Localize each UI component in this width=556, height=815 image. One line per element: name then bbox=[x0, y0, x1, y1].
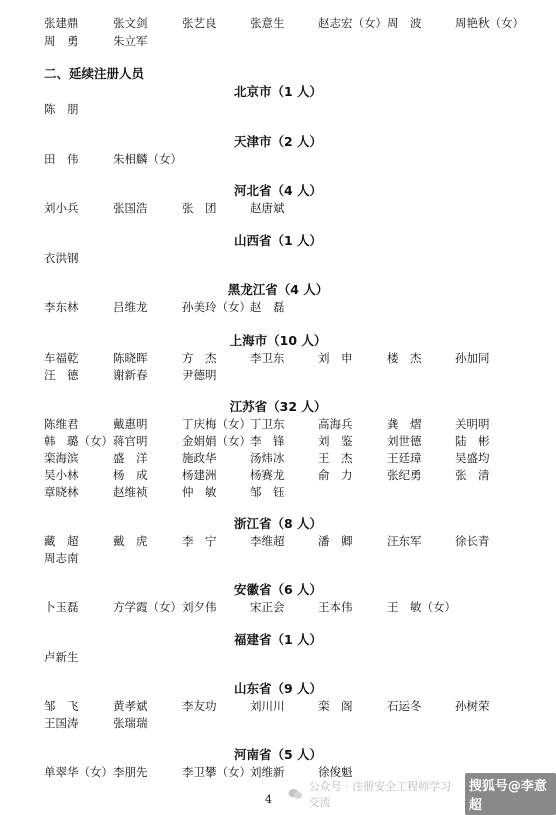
person-name: 盛 洋 bbox=[113, 451, 148, 465]
province-heading: 北京市（1 人） bbox=[233, 84, 323, 99]
person-name: 尹德明 bbox=[182, 368, 217, 382]
person-name: 赵 磊 bbox=[250, 300, 285, 314]
person-name: 张 团 bbox=[182, 201, 217, 215]
person-name: 栾 阁 bbox=[318, 699, 353, 713]
person-name: 王廷璋 bbox=[387, 451, 422, 465]
person-name: 周 勇 bbox=[44, 34, 79, 48]
person-name: 关明明 bbox=[455, 417, 490, 431]
person-name: 张瑞瑞 bbox=[113, 716, 148, 730]
person-name: 孙树荣 bbox=[455, 699, 490, 713]
person-name: 刘 鉴 bbox=[318, 434, 353, 448]
person-name: 金娟娟（女） bbox=[182, 434, 251, 448]
province-heading: 河北省（4 人） bbox=[233, 183, 323, 198]
person-name: 张文剑 bbox=[113, 16, 148, 30]
person-name: 汪 德 bbox=[44, 368, 79, 382]
person-name: 方学霞（女） bbox=[113, 600, 182, 614]
person-name: 邹 钰 bbox=[250, 485, 285, 499]
person-name: 李 宁 bbox=[182, 534, 217, 548]
person-name: 栾海滨 bbox=[44, 451, 79, 465]
person-name: 陈 朋 bbox=[44, 102, 79, 116]
person-name: 卢新生 bbox=[44, 650, 79, 664]
person-name: 周志南 bbox=[44, 551, 79, 565]
person-name: 戴 虎 bbox=[113, 534, 148, 548]
person-name: 杨赛龙 bbox=[250, 468, 285, 482]
person-name: 刘 申 bbox=[318, 351, 353, 365]
person-name: 吕维龙 bbox=[113, 300, 148, 314]
person-name: 方 杰 bbox=[182, 351, 217, 365]
province-heading: 天津市（2 人） bbox=[233, 134, 323, 149]
person-name: 丁庆梅（女） bbox=[182, 417, 251, 431]
person-name: 张国浩 bbox=[113, 201, 148, 215]
person-name: 俞 力 bbox=[318, 468, 353, 482]
person-name: 李维超 bbox=[250, 534, 285, 548]
province-heading: 福建省（1 人） bbox=[233, 632, 323, 647]
person-name: 周 波 bbox=[387, 16, 422, 30]
person-name: 张纪勇 bbox=[387, 468, 422, 482]
person-name: 楼 杰 bbox=[387, 351, 422, 365]
person-name: 单翠华（女） bbox=[44, 765, 113, 779]
province-heading: 浙江省（8 人） bbox=[233, 516, 323, 531]
person-name: 孙美玲（女） bbox=[182, 300, 251, 314]
person-name: 杨建洲 bbox=[182, 468, 217, 482]
person-name: 李卫攀（女） bbox=[182, 765, 251, 779]
person-name: 汤炜冰 bbox=[250, 451, 285, 465]
person-name: 张艺良 bbox=[182, 16, 217, 30]
person-name: 陆 彬 bbox=[455, 434, 490, 448]
person-name: 朱相麟（女） bbox=[113, 152, 182, 166]
province-heading: 安徽省（6 人） bbox=[233, 582, 323, 597]
person-name: 潘 卿 bbox=[318, 534, 353, 548]
province-heading: 黑龙江省（4 人） bbox=[227, 282, 329, 297]
person-name: 周艳秋（女） bbox=[455, 16, 524, 30]
person-name: 黄孝斌 bbox=[113, 699, 148, 713]
person-name: 仲 敏 bbox=[182, 485, 217, 499]
person-name: 卜玉磊 bbox=[44, 600, 79, 614]
person-name: 田 伟 bbox=[44, 152, 79, 166]
person-name: 刘维新 bbox=[250, 765, 285, 779]
person-name: 徐长青 bbox=[455, 534, 490, 548]
person-name: 邹 飞 bbox=[44, 699, 79, 713]
person-name: 陈维君 bbox=[44, 417, 79, 431]
person-name: 王本伟 bbox=[318, 600, 353, 614]
person-name: 孙加同 bbox=[455, 351, 490, 365]
person-name: 藏 超 bbox=[44, 534, 79, 548]
person-name: 赵维祯 bbox=[113, 485, 148, 499]
person-name: 衣洪钢 bbox=[44, 251, 79, 265]
person-name: 刘川川 bbox=[250, 699, 285, 713]
wechat-icon bbox=[288, 788, 303, 800]
person-name: 杨 成 bbox=[113, 468, 148, 482]
person-name: 赵唐斌 bbox=[250, 201, 285, 215]
page-number: 4 bbox=[265, 793, 272, 806]
section-title: 二、延续注册人员 bbox=[44, 66, 145, 81]
province-heading: 山西省（1 人） bbox=[233, 233, 323, 248]
person-name: 汪东军 bbox=[387, 534, 422, 548]
person-name: 王 敏（女） bbox=[387, 600, 456, 614]
province-heading: 江苏省（32 人） bbox=[229, 399, 327, 414]
person-name: 徐俊魁 bbox=[318, 765, 353, 779]
person-name: 刘夕伟 bbox=[182, 600, 217, 614]
person-name: 石运冬 bbox=[387, 699, 422, 713]
province-heading: 上海市（10 人） bbox=[229, 333, 327, 348]
watermark-account-text: 公众号 · 注册安全工程师学习交流 bbox=[308, 780, 452, 809]
person-name: 章晓林 bbox=[44, 485, 79, 499]
person-name: 陈晓晖 bbox=[113, 351, 148, 365]
person-name: 王国涛 bbox=[44, 716, 79, 730]
person-name: 高海兵 bbox=[318, 417, 353, 431]
person-name: 宋正会 bbox=[250, 600, 285, 614]
watermark bbox=[288, 779, 556, 813]
person-name: 李东林 bbox=[44, 300, 79, 314]
watermark-sohu-text: 搜狐号@李意超 bbox=[465, 773, 556, 815]
person-name: 张建鼎 bbox=[44, 16, 79, 30]
person-name: 丁卫东 bbox=[250, 417, 285, 431]
person-name: 李友功 bbox=[182, 699, 217, 713]
person-name: 赵志宏（女） bbox=[318, 16, 387, 30]
person-name: 刘世德 bbox=[387, 434, 422, 448]
person-name: 吴小林 bbox=[44, 468, 79, 482]
person-name: 戴惠明 bbox=[113, 417, 148, 431]
person-name: 施政华 bbox=[182, 451, 217, 465]
person-name: 李 锋 bbox=[250, 434, 285, 448]
person-name: 龚 熠 bbox=[387, 417, 422, 431]
person-name: 蒋官明 bbox=[113, 434, 148, 448]
person-name: 谢新春 bbox=[113, 368, 148, 382]
person-name: 王 杰 bbox=[318, 451, 353, 465]
person-name: 朱立军 bbox=[113, 34, 148, 48]
person-name: 李卫东 bbox=[250, 351, 285, 365]
person-name: 李朋先 bbox=[113, 765, 148, 779]
person-name: 吴盛均 bbox=[455, 451, 490, 465]
person-name: 车福乾 bbox=[44, 351, 79, 365]
person-name: 张意生 bbox=[250, 16, 285, 30]
person-name: 韩 璐（女） bbox=[44, 434, 113, 448]
person-name: 刘小兵 bbox=[44, 201, 79, 215]
province-heading: 山东省（9 人） bbox=[233, 681, 323, 696]
province-heading: 河南省（5 人） bbox=[233, 747, 323, 762]
person-name: 张 清 bbox=[455, 468, 490, 482]
